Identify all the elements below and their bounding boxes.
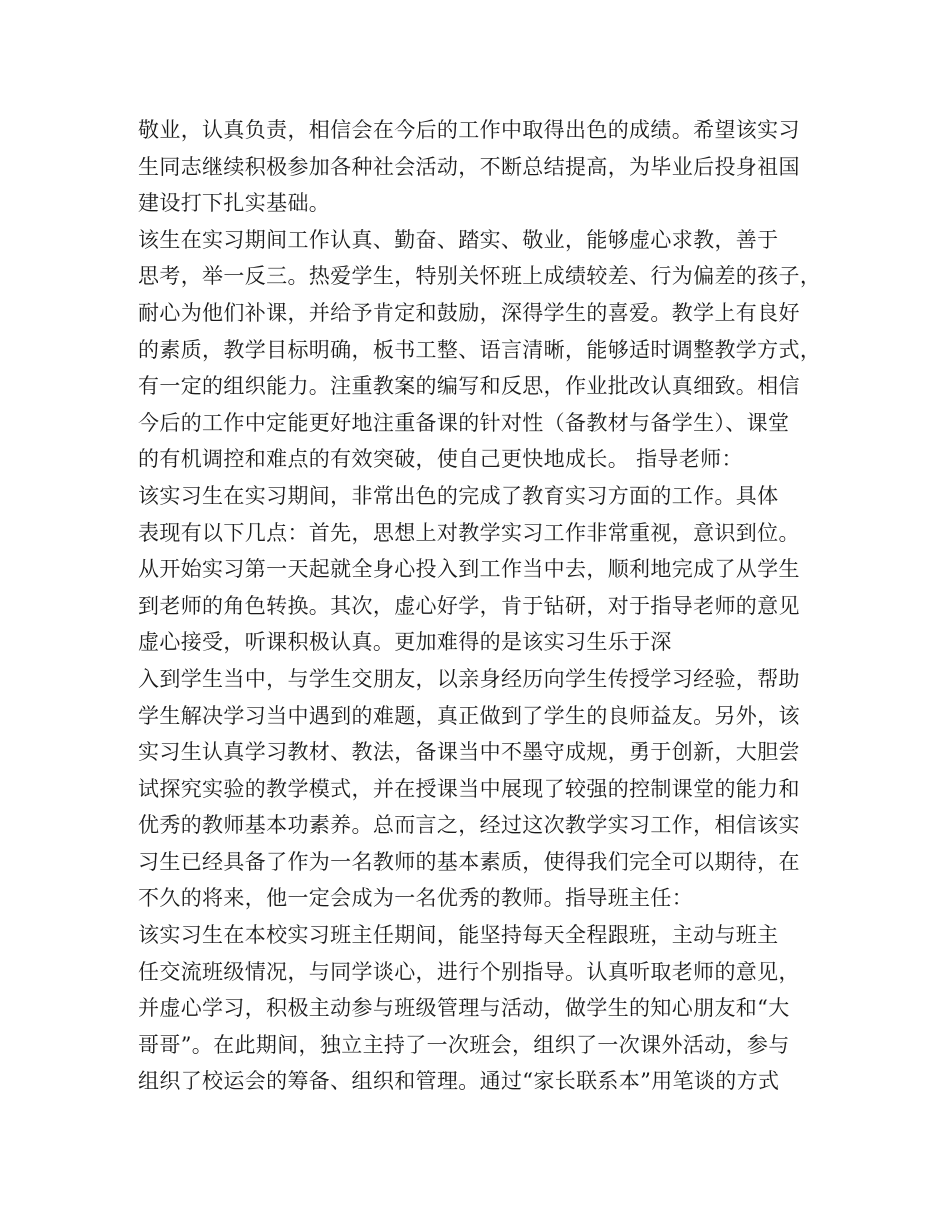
text-line: 学生解决学习当中遇到的难题，真正做到了学生的良师益友。另外，该 — [138, 703, 800, 728]
text-line: 并虚心学习，积极主动参与班级管理与活动，做学生的知心朋友和“大 — [138, 996, 790, 1021]
text-line: 该生在实习期间工作认真、勤奋、踏实、敬业，能够虚心求教，善于 — [138, 227, 779, 252]
text-line: 的素质，教学目标明确，板书工整、语言清晰，能够适时调整教学方式， — [138, 337, 822, 362]
text-line: 到老师的角色转换。其次，虚心好学，肯于钻研，对于指导老师的意见 — [138, 593, 800, 618]
text-line: 实习生认真学习教材、教法，备课当中不墨守成规，勇于创新，大胆尝 — [138, 740, 800, 765]
text-line: 试探究实验的教学模式，并在授课当中展现了较强的控制课堂的能力和 — [138, 776, 800, 801]
text-line: 哥哥”。在此期间，独立主持了一次班会，组织了一次课外活动，参与 — [138, 1032, 790, 1057]
text-line: 该实习生在本校实习班主任期间，能坚持每天全程跟班，主动与班主 — [138, 923, 779, 948]
text-line: 生同志继续积极参加各种社会活动，不断总结提高，为毕业后投身祖国 — [138, 154, 800, 179]
text-line: 耐心为他们补课，并给予肯定和鼓励，深得学生的喜爱。教学上有良好 — [138, 300, 800, 325]
text-line: 该实习生在实习期间，非常出色的完成了教育实习方面的工作。具体 — [138, 483, 779, 508]
text-line: 组织了校运会的筹备、组织和管理。通过“家长联系本”用笔谈的方式 — [138, 1069, 780, 1094]
text-line: 习生已经具备了作为一名教师的基本素质，使得我们完全可以期待，在 — [138, 849, 800, 874]
text-line: 任交流班级情况，与同学谈心，进行个别指导。认真听取老师的意见， — [138, 959, 800, 984]
body-text — [138, 112, 828, 1100]
text-line: 敬业，认真负责，相信会在今后的工作中取得出色的成绩。希望该实习 — [138, 118, 800, 142]
text-line: 思考，举一反三。热爱学生，特别关怀班上成绩较差、行为偏差的孩子， — [138, 264, 822, 289]
text-line: 表现有以下几点：首先，思想上对教学实习工作非常重视，意识到位。 — [138, 520, 800, 545]
text-line: 今后的工作中定能更好地注重备课的针对性（备教材与备学生）、课堂 — [138, 410, 790, 435]
text-line: 的有机调控和难点的有效突破，使自己更快地成长。 指导老师： — [138, 447, 743, 472]
text-line: 有一定的组织能力。注重教案的编写和反思，作业批改认真细致。相信 — [138, 374, 800, 399]
text-line: 不久的将来，他一定会成为一名优秀的教师。指导班主任： — [138, 886, 694, 911]
text-line: 入到学生当中，与学生交朋友，以亲身经历向学生传授学习经验，帮助 — [138, 666, 800, 691]
text-line: 优秀的教师基本功素养。总而言之，经过这次教学实习工作，相信该实 — [138, 813, 800, 838]
text-line: 虚心接受，听课积极认真。更加难得的是该实习生乐于深 — [138, 630, 672, 655]
text-line: 从开始实习第一天起就全身心投入到工作当中去，顺利地完成了从学生 — [138, 557, 800, 582]
text-line: 建设打下扎实基础。 — [138, 191, 331, 216]
